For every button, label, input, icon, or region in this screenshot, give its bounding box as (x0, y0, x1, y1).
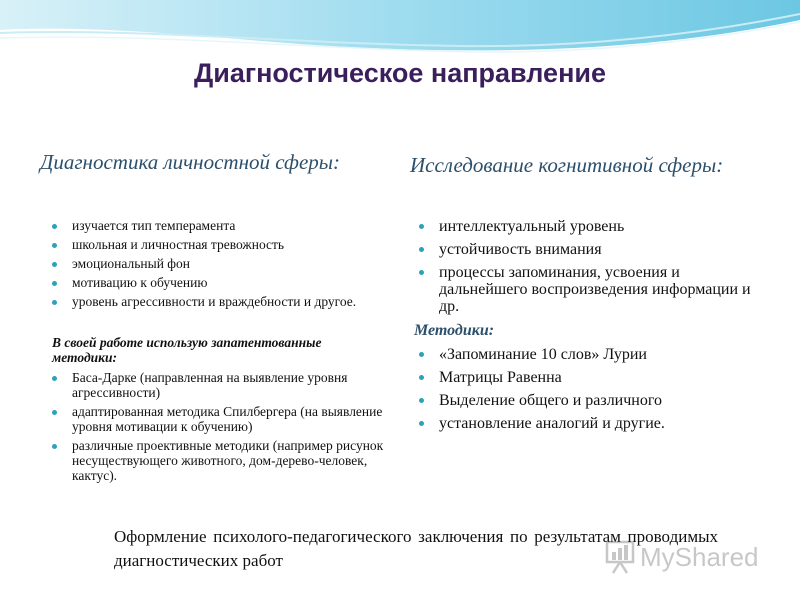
list-item: эмоциональный фон (48, 256, 388, 271)
list-item: устойчивость внимания (415, 241, 760, 258)
list-item: интеллектуальный уровень (415, 218, 760, 235)
conclusion-text: Оформление психолого-педагогического заключения по результатам проводимых диагностических работ (114, 527, 718, 570)
methods-heading: Методики: (414, 322, 495, 339)
watermark-text: MyShared (640, 542, 759, 572)
header-wave-banner (0, 0, 800, 60)
presentation-board-icon (604, 540, 636, 574)
list-item: изучается тип темперамента (48, 218, 388, 233)
list-item: различные проективные методики (например рисунок несуществующего животного, дом-дерево-человек, кактус). (48, 438, 388, 483)
list-item: Баса-Дарке (направленная на выявление уровня агрессивности) (48, 370, 388, 400)
patented-methods-note: В своей работе использую запатентованные методики: (52, 335, 322, 365)
personality-methods-list (48, 370, 388, 487)
list-item: процессы запоминания, усвоения и дальнейшего воспроизведения информации и др. (415, 264, 760, 315)
list-item: уровень агрессивности и враждебности и другое. (48, 294, 388, 309)
cognitive-topics-list (415, 218, 760, 321)
personality-topics-list (48, 218, 388, 313)
cognitive-methods-list (415, 346, 760, 438)
list-item: школьная и личностная тревожность (48, 237, 388, 252)
left-column-heading: Диагностика личностной сферы: (40, 150, 340, 174)
watermark-logo (604, 540, 774, 576)
list-item: Выделение общего и различного (415, 392, 760, 409)
list-item: адаптированная методика Спилбергера (на выявление уровня мотивации к обучению) (48, 404, 388, 434)
list-item: Матрицы Равенна (415, 369, 760, 386)
list-item: «Запоминание 10 слов» Лурии (415, 346, 760, 363)
slide-title: Диагностическое направление (193, 58, 606, 88)
list-item: установление аналогий и другие. (415, 415, 760, 432)
right-column-heading: Исследование когнитивной сферы: (410, 153, 724, 177)
list-item: мотивацию к обучению (48, 275, 388, 290)
